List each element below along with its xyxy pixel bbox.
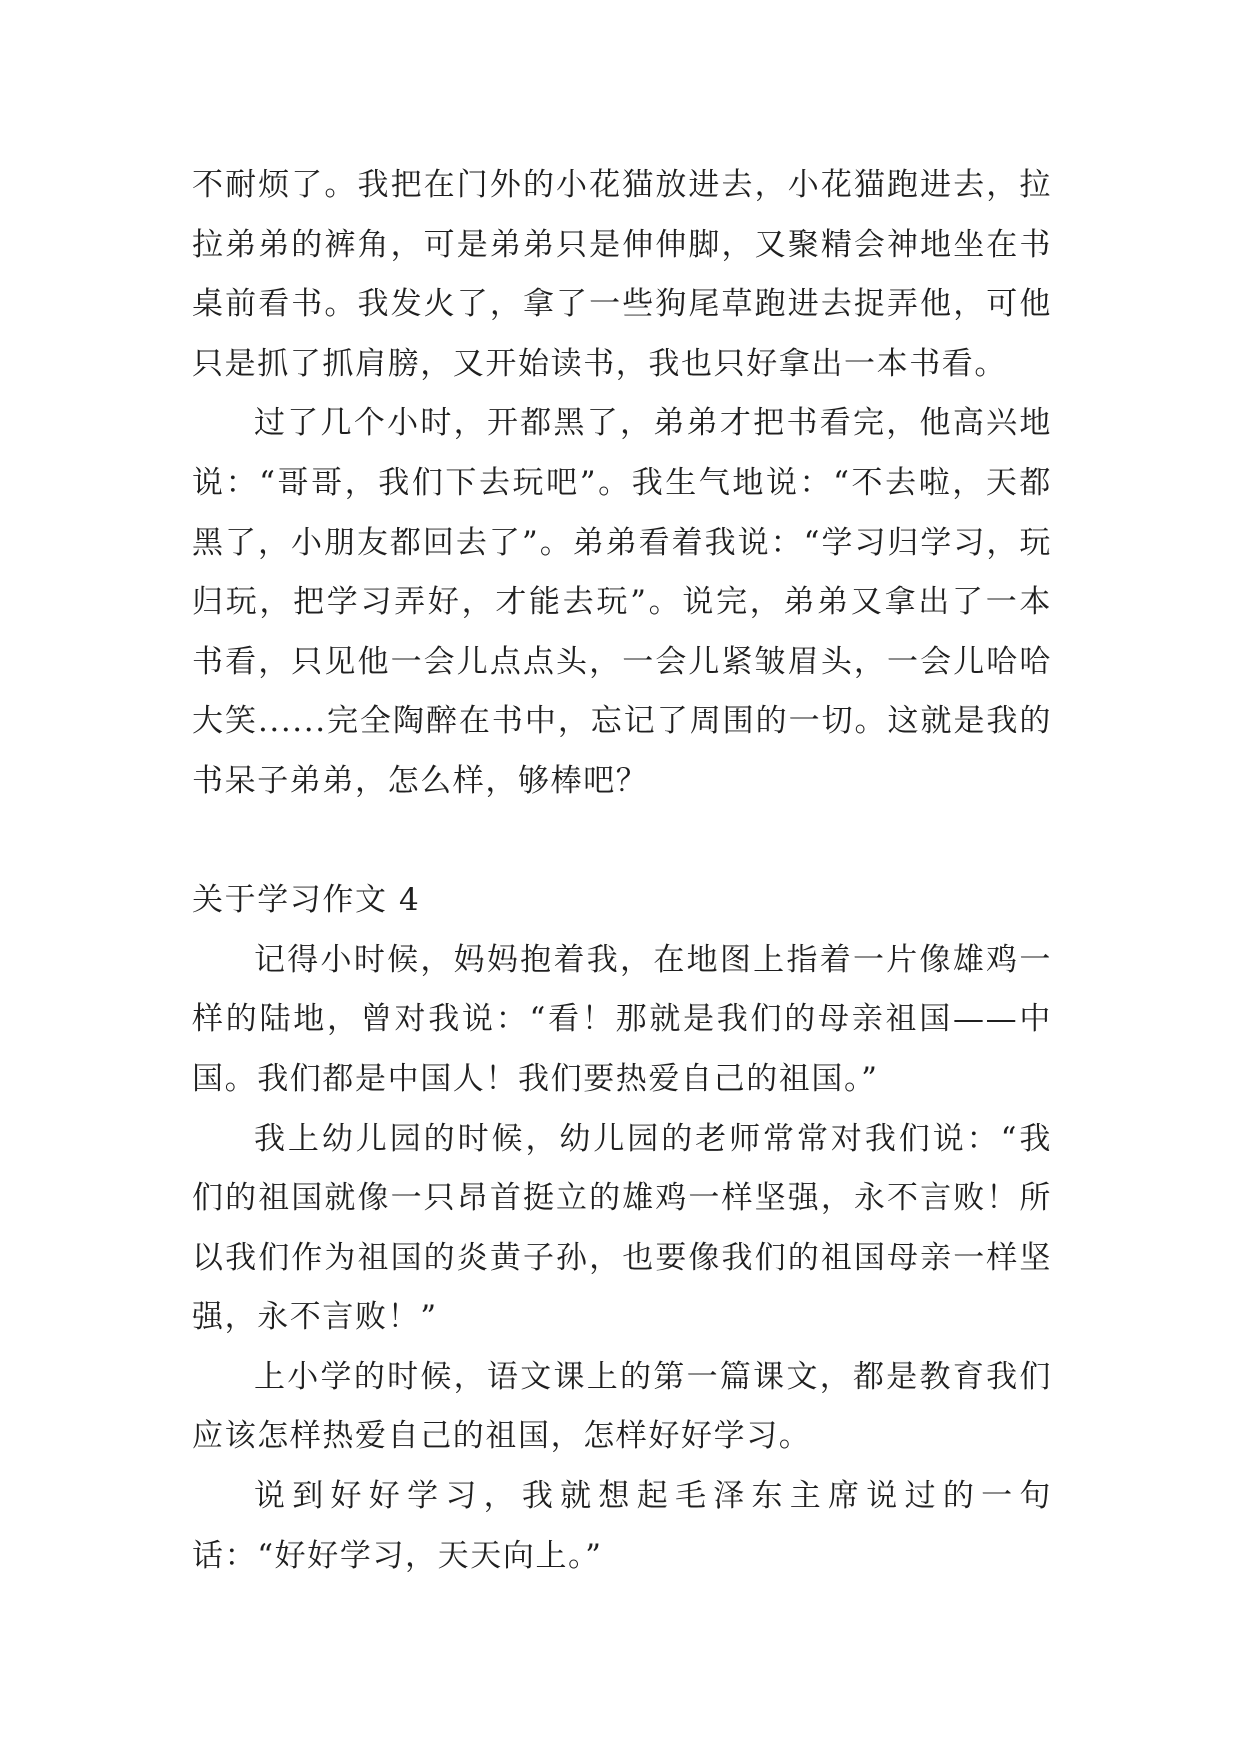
section-gap: [192, 812, 1052, 872]
paragraph-evening-reading: 过了几个小时，开都黑了，弟弟才把书看完，他高兴地说：“哥哥，我们下去玩吧”。我生气地说：“不去啦，天都黑了，小朋友都回去了”。弟弟看着我说：“学习归学习，玩归玩，把学习弄好，才能去玩”。说完，弟弟又拿出了一本书看，只见他一会儿点点头，一会儿紧皱眉头，一会儿哈哈大笑......完全陶醉在书中，忘记了周围的一切。这就是我的书呆子弟弟，怎么样，够棒吧？: [192, 405, 1052, 799]
document-body: [192, 156, 1052, 1586]
paragraph-primary-school: 上小学的时候，语文课上的第一篇课文，都是教育我们应该怎样热爱自己的祖国，怎样好好学习。: [192, 1358, 1052, 1455]
paragraph-kindergarten: 我上幼儿园的时候，幼儿园的老师常常对我们说：“我们的祖国就像一只昂首挺立的雄鸡一样坚强，永不言败！所以我们作为祖国的炎黄子孙，也要像我们的祖国母亲一样坚强，永不言败！”: [192, 1120, 1052, 1336]
paragraph-childhood-map: 记得小时候，妈妈抱着我，在地图上指着一片像雄鸡一样的陆地，曾对我说：“看！那就是我们的母亲祖国——中国。我们都是中国人！我们要热爱自己的祖国。”: [192, 941, 1052, 1097]
paragraph-study-quote: 说到好好学习，我就想起毛泽东主席说过的一句话：“好好学习，天天向上。”: [192, 1478, 1052, 1574]
paragraph-continuation: 不耐烦了。我把在门外的小花猫放进去，小花猫跑进去，拉拉弟弟的裤角，可是弟弟只是伸伸脚，又聚精会神地坐在书桌前看书。我发火了，拿了一些狗尾草跑进去捉弄他，可他只是抓了抓肩膀，又开始读书，我也只好拿出一本书看。: [192, 167, 1052, 382]
section-title: 关于学习作文 4: [192, 882, 421, 919]
